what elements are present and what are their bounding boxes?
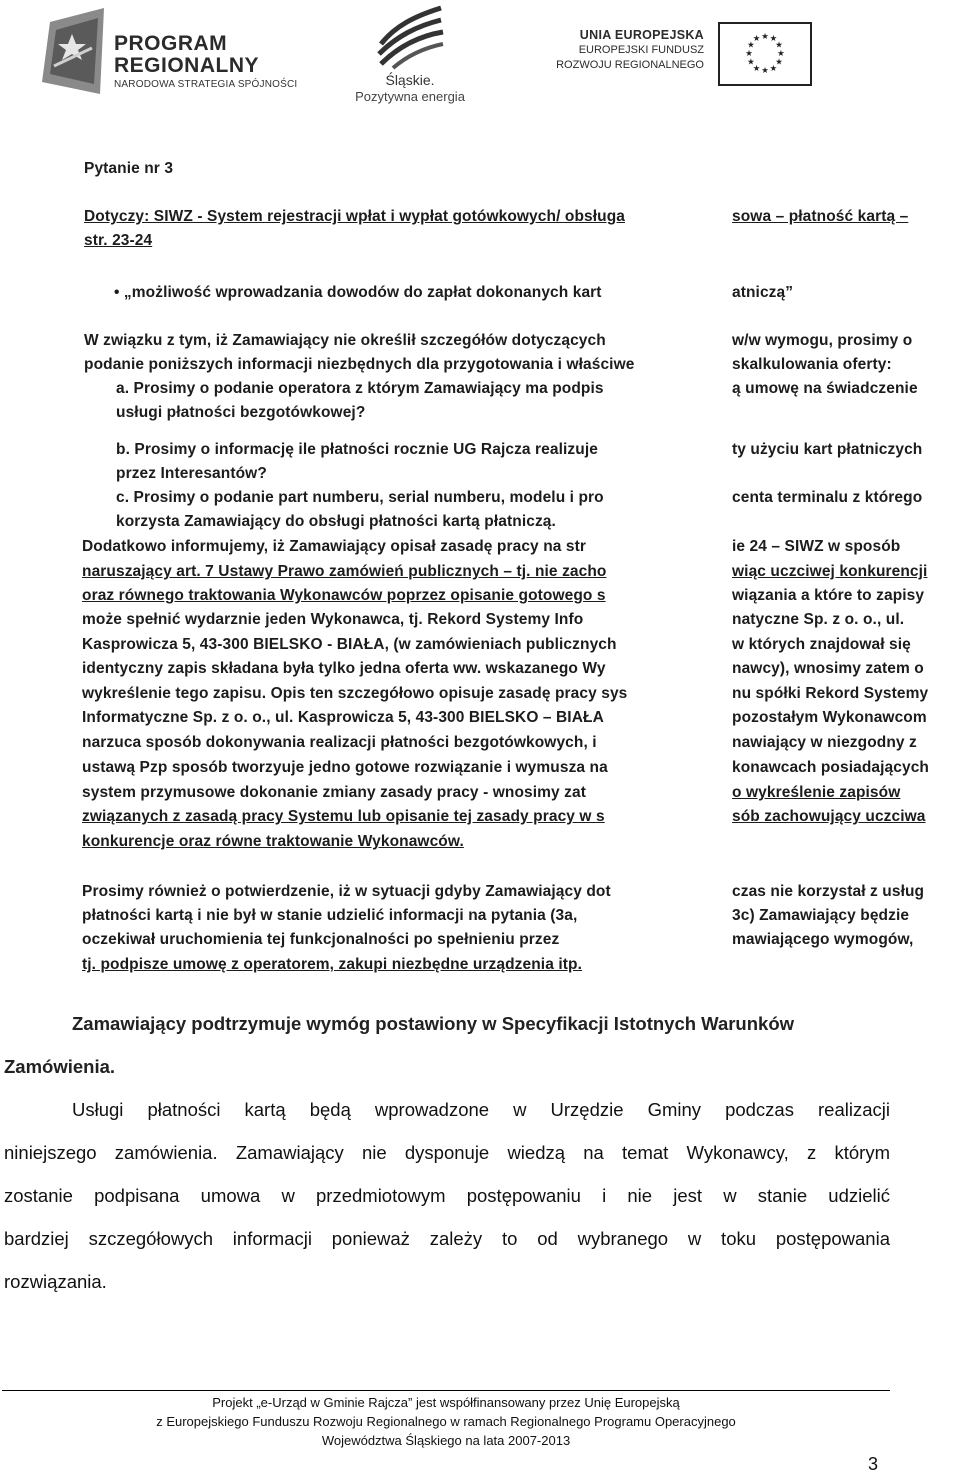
- scan-line: W związku z tym, iż Zamawiający nie określił szczegółów dotyczących: [84, 332, 606, 349]
- svg-text:★: ★: [777, 47, 785, 58]
- program-logo-line1: PROGRAM: [114, 32, 228, 55]
- svg-text:★: ★: [761, 64, 769, 75]
- scan-line: narzuca sposób dokonywania realizacji płatności bezgotówkowych, i: [82, 734, 597, 751]
- scan-line-right: konawcach posiadających: [732, 759, 929, 776]
- eu-logo-line2: EUROPEJSKI FUNDUSZ: [578, 44, 704, 56]
- footer-line2: z Europejskiego Funduszu Rozwoju Regionalnego w ramach Regionalnego Programu Operacyjnego: [156, 1414, 736, 1429]
- answer-bold-line2: Zamówienia.: [4, 1056, 116, 1077]
- answer-line5: rozwiązania.: [4, 1271, 107, 1292]
- slaskie-logo: [345, 4, 475, 106]
- answer-line2: niniejszego zamówienia. Zamawiający nie dysponuje wiedzą na temat Wykonawcy, z którym: [4, 1142, 890, 1163]
- footer-line3: Województwa Śląskiego na lata 2007-2013: [321, 1433, 571, 1448]
- program-regionalny-logo: [42, 8, 312, 98]
- program-regionalny-emblem: [42, 8, 112, 94]
- answer-bold-line1: Zamawiający podtrzymuje wymóg postawiony w Specyfikacji Istotnych Warunków: [72, 1013, 795, 1034]
- svg-text:★: ★: [745, 47, 753, 58]
- svg-text:★: ★: [747, 39, 755, 50]
- scan-line: usługi płatności bezgotówkowej?: [116, 404, 366, 421]
- program-logo-line2: REGIONALNY: [114, 54, 260, 77]
- scan-line-right: w których znajdował się: [732, 636, 911, 653]
- scan-line: b. Prosimy o informację ile płatności rocznie UG Rajcza realizuje: [116, 441, 598, 458]
- scan-line: korzysta Zamawiający do obsługi płatności kartą płatniczą.: [116, 513, 556, 530]
- scan-line: • „możliwość wprowadzania dowodów do zapłat dokonanych kart: [114, 284, 602, 301]
- eu-flag-icon: [718, 22, 812, 86]
- scan-line: konkurencje oraz równe traktowanie Wykonawców.: [82, 833, 464, 850]
- scan-line: system przymusowe dokonanie zmiany zasady pracy - wnosimy zat: [82, 784, 586, 801]
- scan-line-right: nawiający w niezgodny z: [732, 734, 917, 751]
- scan-line: podanie poniższych informacji niezbędnych dla przygotowania i właściwe: [84, 356, 635, 373]
- eu-logo-line1: UNIA EUROPEJSKA: [579, 28, 704, 42]
- scan-line: identyczny zapis składana była tylko jedna oferta ww. wskazanego Wy: [82, 660, 606, 677]
- svg-text:★: ★: [775, 56, 783, 67]
- scan-line-right: ie 24 – SIWZ w sposób: [732, 538, 901, 555]
- scan-line: może spełnić wydarznie jeden Wykonawca, tj. Rekord Systemy Info: [82, 611, 584, 628]
- scan-fold-gap: [704, 208, 730, 998]
- scan-line-right: wiązania a które to zapisy: [732, 587, 925, 604]
- scan-line: przez Interesantów?: [116, 465, 267, 482]
- scan-line-right: centa terminalu z którego: [732, 489, 923, 506]
- scan-line: oraz równego traktowania Wykonawców poprzez opisanie gotowego s: [82, 587, 606, 604]
- scan-line: naruszający art. 7 Ustawy Prawo zamówień publicznych – tj. nie zacho: [82, 563, 607, 580]
- scan-line-right: sowa – płatność kartą –: [732, 208, 909, 225]
- scan-line-right: 3c) Zamawiający będzie: [732, 907, 910, 924]
- footer-line1: Projekt „e-Urząd w Gminie Rajcza” jest współfinansowany przez Unię Europejską: [212, 1395, 680, 1410]
- footer-rule: [2, 1390, 890, 1391]
- scan-line: Dotyczy: SIWZ - System rejestracji wpłat i wypłat gotówkowych/ obsługa: [84, 208, 626, 225]
- answer-line1: Usługi płatności kartą będą wprowadzone w Urzędzie Gminy podczas realizacji: [72, 1099, 890, 1120]
- answer-line4: bardziej szczegółowych informacji ponieważ zależy to od wybranego w toku postępowania: [4, 1228, 890, 1249]
- scan-line: ustawą Pzp sposób tworzyuje jedno gotowe rozwiązanie i wymusza na: [82, 759, 608, 776]
- page-number: 3: [868, 1454, 879, 1474]
- svg-text:★: ★: [775, 39, 783, 50]
- scan-line-right: w/w wymogu, prosimy o: [732, 332, 913, 349]
- eu-logo: [552, 22, 812, 88]
- svg-text:★: ★: [747, 56, 755, 67]
- scan-line: Dodatkowo informujemy, iż Zamawiający opisał zasadę pracy na str: [82, 538, 586, 555]
- scan-line-right: atniczą”: [732, 284, 794, 301]
- scan-line: c. Prosimy o podanie part numberu, serial numberu, modelu i pro: [116, 489, 604, 506]
- svg-text:★: ★: [769, 62, 778, 73]
- eu-logo-line3: ROZWOJU REGIONALNEGO: [556, 59, 704, 71]
- scan-line-right: pozostałym Wykonawcom: [732, 709, 927, 726]
- scan-line: związanych z zasadą pracy Systemu lub opisanie tej zasady pracy w s: [82, 808, 605, 825]
- program-logo-subtitle: NARODOWA STRATEGIA SPÓJNOŚCI: [114, 79, 298, 90]
- scan-line: tj. podpisze umowę z operatorem, zakupi niezbędne urządzenia itp.: [82, 956, 582, 973]
- scan-line: Prosimy również o potwierdzenie, iż w sytuacji gdyby Zamawiający dot: [82, 883, 611, 900]
- scan-line-right: mawiającego wymogów,: [732, 931, 914, 948]
- scan-line: Kasprowicza 5, 43-300 BIELSKO - BIAŁA, (w zamówieniach publicznych: [82, 636, 617, 653]
- scan-line-right: nawcy), wnosimy zatem o: [732, 660, 924, 677]
- svg-text:★: ★: [752, 32, 761, 43]
- scan-line: oczekiwał uruchomienia tej funkcjonalności po spełnieniu przez: [82, 931, 560, 948]
- scan-line-right: ty użyciu kart płatniczych: [732, 441, 923, 458]
- scan-line-right: skalkulowania oferty:: [732, 356, 892, 373]
- scan-line-right: sób zachowujący uczciwa: [732, 808, 926, 825]
- scan-line: Pytanie nr 3: [84, 160, 174, 177]
- scan-line: a. Prosimy o podanie operatora z którym Zamawiający ma podpis: [116, 380, 604, 397]
- scan-line-right: nu spółki Rekord Systemy: [732, 685, 929, 702]
- scan-line: str. 23-24: [84, 232, 153, 249]
- slaskie-emblem: [375, 4, 445, 70]
- svg-text:★: ★: [769, 32, 778, 43]
- scan-line-right: ą umowę na świadczenie: [732, 380, 918, 397]
- scan-line-right: wiąc uczciwej konkurencji: [732, 563, 928, 580]
- svg-text:★: ★: [752, 62, 761, 73]
- scan-line: płatności kartą i nie był w stanie udzielić informacji na pytania (3a,: [82, 907, 578, 924]
- eu-logo-text: [556, 28, 704, 73]
- scan-line-right: natyczne Sp. z o. o., ul.: [732, 611, 905, 628]
- scanned-question-image: [74, 148, 960, 988]
- slaskie-slogan: Pozytywna energia: [355, 89, 465, 104]
- scan-line: Informatyczne Sp. z o. o., ul. Kasprowicza 5, 43-300 BIELSKO – BIAŁA: [82, 709, 604, 726]
- answer-line3: zostanie podpisana umowa w przedmiotowym postępowaniu i nie jest w stanie udzielić: [4, 1185, 890, 1206]
- slaskie-name: Śląskie.: [385, 72, 435, 88]
- scan-line-right: o wykreślenie zapisów: [732, 784, 901, 801]
- svg-text:★: ★: [761, 31, 769, 41]
- scan-line-right: czas nie korzystał z usług: [732, 883, 925, 900]
- scan-line: wykreślenie tego zapisu. Opis ten szczegółowo opisuje zasadę pracy sys: [82, 685, 628, 702]
